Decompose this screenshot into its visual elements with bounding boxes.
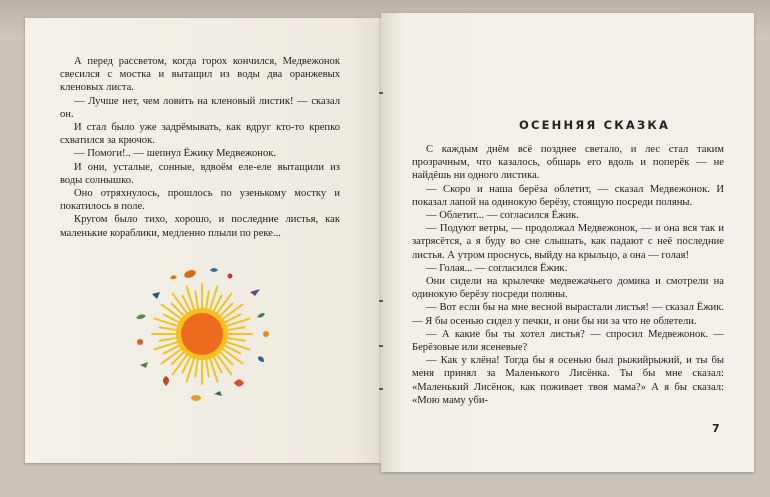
left-page-text bbox=[60, 55, 340, 240]
paragraph: — Голая... — согласился Ёжик. bbox=[426, 262, 568, 274]
paragraph: — Вот если бы на мне весной вырастали листья! — сказал Ёжик. — Я бы осенью сидел у печки, и они бы ни за что не облетели. bbox=[412, 302, 724, 327]
sun-ray bbox=[195, 360, 198, 377]
paragraph: Оно отряхнулось, прошлось по узенькому мостку и покатилось в поле. bbox=[60, 188, 340, 213]
binding-stitch bbox=[379, 388, 383, 390]
binding-stitch bbox=[379, 345, 383, 347]
sun-ray bbox=[173, 294, 187, 313]
right-page-text bbox=[412, 143, 724, 407]
story-title: ОСЕННЯЯ СКАЗКА bbox=[519, 118, 671, 132]
sun-core-icon bbox=[181, 313, 223, 355]
sun-ray bbox=[206, 292, 209, 309]
sun-ray bbox=[173, 355, 187, 374]
sun-ray bbox=[228, 338, 245, 341]
paragraph: Они сидели на крылечке медвежачьего домика и смотрели на одинокую берёзу посреди поляны. bbox=[412, 276, 724, 301]
sun-ray bbox=[162, 305, 181, 319]
sun-ray bbox=[162, 349, 181, 363]
sun-ray bbox=[206, 360, 209, 377]
paragraph: — Помоги!.. — шепнул Ёжику Медвежонок. bbox=[74, 148, 277, 160]
sun-illustration bbox=[130, 262, 280, 412]
sun-ray bbox=[228, 327, 245, 330]
paragraph: — Как у клёна! Тогда бы я осенью был рыжийрыжий, и ты бы меня принял за Маленького Лисёнка. Ты бы мне сказал: «Маленький Лисёнок, как поживает твоя мама?» А я бы сказал: «Мою маму уби- bbox=[412, 355, 724, 406]
paragraph: И они, усталые, сонные, вдвоём еле-еле вытащили из воды солнышко. bbox=[60, 161, 340, 186]
binding-stitch bbox=[379, 300, 383, 302]
sun-ray bbox=[223, 349, 242, 363]
paragraph: — А какие бы ты хотел листья? — спросил Медвежонок. — Берёзовые или ясеневые? bbox=[412, 328, 724, 354]
paragraph: — Лучше нет, чем ловить на кленовый листик! — сказал он. bbox=[60, 95, 340, 120]
sun-ray bbox=[217, 355, 231, 374]
sun-ray bbox=[223, 305, 242, 319]
sun-ray bbox=[217, 294, 231, 313]
binding-stitch bbox=[379, 92, 383, 94]
paragraph: — Облетит... — согласился Ёжик. bbox=[426, 210, 579, 222]
sun-ray bbox=[160, 327, 177, 330]
paragraph: И стал было уже задрёмывать, как вдруг кто-то крепко схватился за крючок. bbox=[60, 122, 340, 147]
page-number: 7 bbox=[712, 422, 720, 435]
paragraph: А перед рассветом, когда горох кончился, Медвежонок свесился с мостка и вытащил из воды два оранжевых кленовых листа. bbox=[60, 56, 340, 94]
paragraph: Кругом было тихо, хорошо, и последние листья, как маленькие кораблики, медленно плыли по реке... bbox=[60, 214, 340, 239]
sun-ray bbox=[160, 338, 177, 341]
paragraph: С каждым днём всё позднее светало, и лес стал таким прозрачным, что казалось, обшарь его вдоль и поперёк — не найдёшь ни одного листика. bbox=[412, 144, 724, 182]
paragraph: — Скоро и наша берёза облетит, — сказал Медвежонок. И показал лапой на одинокую берёзу, стоящую посреди поляны. bbox=[412, 183, 724, 208]
sun-ray bbox=[195, 292, 198, 309]
paragraph: — Подуют ветры, — продолжал Медвежонок, — и она вся так и затрясётся, а я буду во сне слышать, как падают с неё последние листья. А утром проснусь, выйду на крыльцо, а она — голая! bbox=[412, 223, 724, 261]
